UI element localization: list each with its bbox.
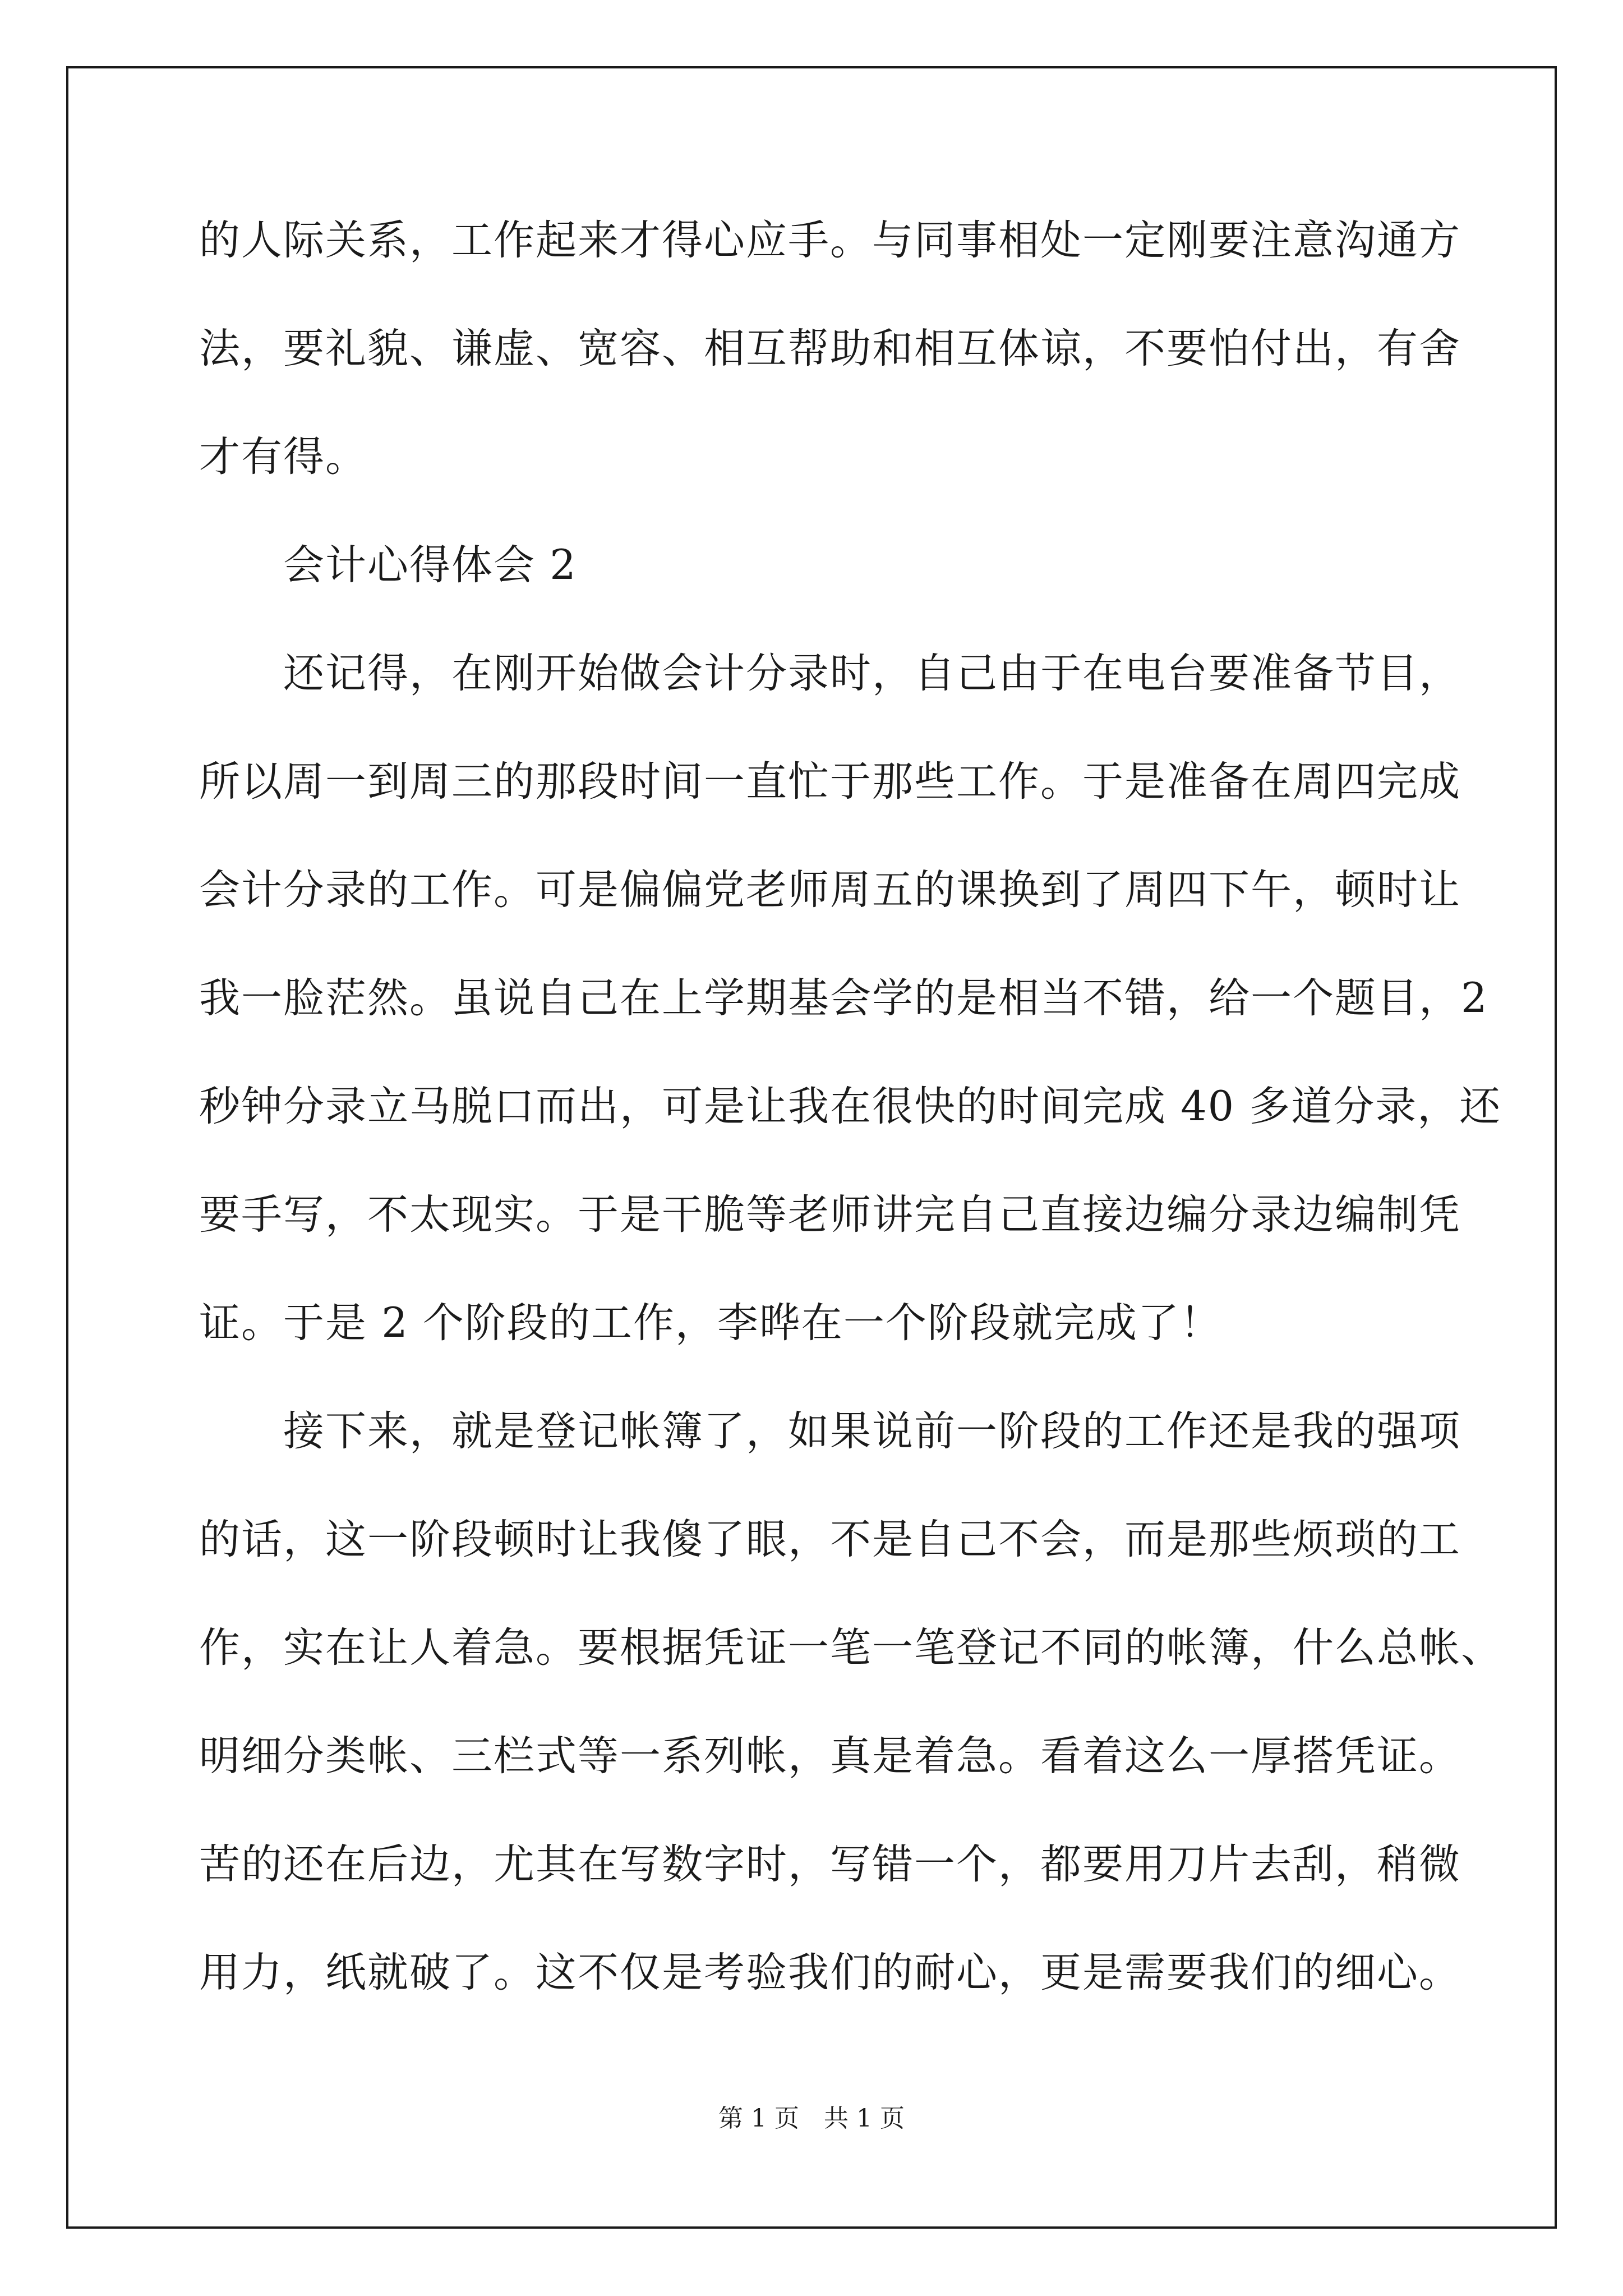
text-line: 的人际关系，工作起来才得心应手。与同事相处一定刚要注意沟通方 (199, 217, 1461, 264)
text-line: 所以周一到周三的那段时间一直忙于那些工作。于是准备在周四完成 (199, 758, 1461, 806)
text-line: 的话，这一阶段顿时让我傻了眼，不是自己不会，而是那些烦琐的工 (199, 1516, 1461, 1563)
text-line: 才有得。 (199, 433, 367, 481)
page-footer (0, 2098, 1623, 2134)
text-line: 我一脸茫然。虽说自己在上学期基会学的是相当不错，给一个题目，2 (199, 974, 1488, 1022)
page-number: 第 1 页 共 1 页 (718, 2104, 905, 2133)
text-line: 明细分类帐、三栏式等一系列帐，真是着急。看着这么一厚搭凭证。 (199, 1732, 1461, 1780)
text-line: 会计分录的工作。可是偏偏党老师周五的课换到了周四下午，顿时让 (199, 866, 1461, 914)
text-line: 证。于是 2 个阶段的工作，李晔在一个阶段就完成了！ (199, 1299, 1222, 1347)
text-line: 还记得，在刚开始做会计分录时，自己由于在电台要准备节目， (199, 650, 1461, 697)
text-line: 要手写，不太现实。于是干脆等老师讲完自己直接边编分录边编制凭 (199, 1191, 1461, 1239)
text-line: 作，实在让人着急。要根据凭证一笔一笔登记不同的帐簿，什么总帐、 (199, 1624, 1503, 1672)
text-line: 秒钟分录立马脱口而出，可是让我在很快的时间完成 40 多道分录，还 (199, 1083, 1502, 1130)
section-heading: 会计心得体会 2 (199, 541, 577, 589)
text-line: 接下来，就是登记帐簿了，如果说前一阶段的工作还是我的强项 (199, 1407, 1461, 1455)
text-line: 法，要礼貌、谦虚、宽容、相互帮助和相互体谅，不要怕付出，有舍 (199, 325, 1461, 372)
page-border (66, 66, 1557, 2229)
text-line: 苦的还在后边，尤其在写数字时，写错一个，都要用刀片去刮，稍微 (199, 1841, 1461, 1888)
text-line: 用力，纸就破了。这不仅是考验我们的耐心，更是需要我们的细心。 (199, 1949, 1461, 1996)
